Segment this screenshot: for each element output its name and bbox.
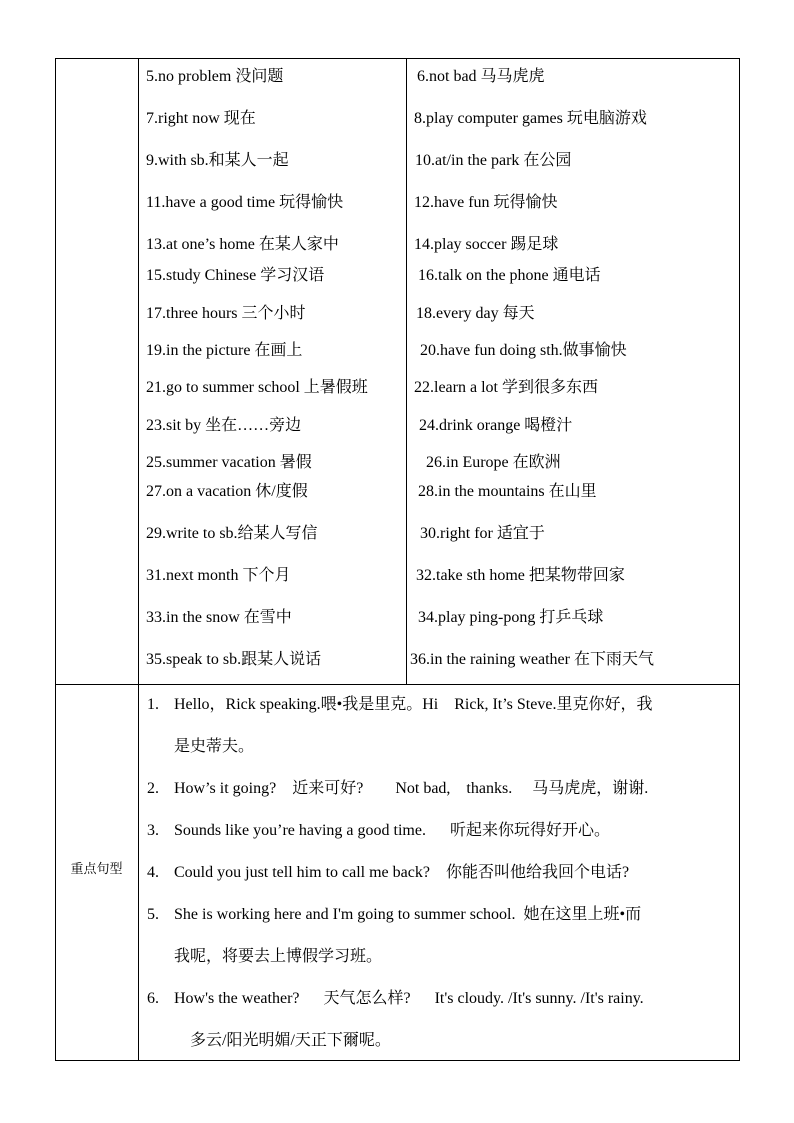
vocab-phrase-right: 36.in the raining weather 在下雨天气 [410,651,654,668]
vocab-phrase-left: 15.study Chinese 学习汉语 [146,267,325,284]
sentence-text: 多云/阳光明媚/天正下爾呢。 [174,1032,391,1049]
vocab-phrase-right: 8.play computer games 玩电脑游戏 [414,110,647,127]
sentence-text: 是史蒂夫。 [174,738,255,755]
vocab-phrase-left: 13.at one’s home 在某人家中 [146,236,339,253]
vocab-phrase-right: 26.in Europe 在欧洲 [426,454,561,471]
sentence-text: 我呢，将要去上博假学习班。 [174,948,383,965]
vocab-phrase-left: 33.in the snow 在雪中 [146,609,292,626]
section-label: 重点句型 [70,862,123,877]
vocab-phrase-right: 32.take sth home 把某物带回家 [416,567,625,584]
vocab-phrase-left: 7.right now 现在 [146,110,256,127]
vocab-phrase-right: 18.every day 每天 [416,305,535,322]
sentence-number: 1. [147,696,159,713]
vocab-phrase-right: 34.play ping-pong 打乒乓球 [418,609,604,626]
vocab-phrase-right: 16.talk on the phone 通电话 [418,267,601,284]
sentence-number: 6. [147,990,159,1007]
vocab-phrase-left: 9.with sb.和某人一起 [146,152,289,169]
sentence-text: Could you just tell him to call me back? 你能否叫他给我回个电话? [174,864,630,881]
vocab-phrase-left: 21.go to summer school 上暑假班 [146,379,368,396]
sentence-text: How’s it going? 近来可好? Not bad, thanks. 马马虎虎，谢谢. [174,780,649,797]
table-border-bottom [55,1060,740,1061]
sentence-number: 5. [147,906,159,923]
vocab-phrase-left: 5.no problem 没问题 [146,68,284,85]
sentence-number: 3. [147,822,159,839]
vocab-phrase-left: 31.next month 下个月 [146,567,291,584]
vocab-phrase-right: 10.at/in the park 在公园 [415,152,572,169]
table-border-top [55,58,740,59]
vocab-column-divider [406,58,407,684]
sentence-number: 2. [147,780,159,797]
table-border-left [55,58,56,1061]
vocab-phrase-right: 28.in the mountains 在山里 [418,483,597,500]
vocab-phrase-right: 12.have fun 玩得愉快 [414,194,558,211]
vocab-phrase-right: 14.play soccer 踢足球 [414,236,559,253]
sentence-text: Hello，Rick speaking.喂•我是里克。Hi Rick, It’s Steve.里克你好，我 [174,696,653,713]
vocab-phrase-left: 35.speak to sb.跟某人说话 [146,651,322,668]
vocab-phrase-left: 27.on a vacation 休/度假 [146,483,308,500]
sentence-text: Sounds like you’re having a good time. 听起来你玩得好开心。 [174,822,610,839]
vocab-phrase-right: 30.right for 适宜于 [420,525,545,542]
vocabulary-table [55,58,740,1061]
vocab-phrase-right: 24.drink orange 喝橙汁 [419,417,573,434]
vocab-phrase-right: 20.have fun doing sth.做事愉快 [420,342,627,359]
section-divider [55,684,740,685]
table-border-right [739,58,740,1061]
label-column-divider [138,58,139,1061]
vocab-phrase-right: 6.not bad 马马虎虎 [417,68,545,85]
sentence-text: She is working here and I'm going to summer school. 她在这里上班•而 [174,906,642,923]
vocab-phrase-left: 19.in the picture 在画上 [146,342,303,359]
vocab-phrase-right: 22.learn a lot 学到很多东西 [414,379,598,396]
sentence-number: 4. [147,864,159,881]
vocab-phrase-left: 11.have a good time 玩得愉快 [146,194,344,211]
vocab-phrase-left: 25.summer vacation 暑假 [146,454,312,471]
sentence-text: How's the weather? 天气怎么样? It's cloudy. /It's sunny. /It's rainy. [174,990,644,1007]
vocab-phrase-left: 29.write to sb.给某人写信 [146,525,318,542]
vocab-phrase-left: 17.three hours 三个小时 [146,305,306,322]
vocab-phrase-left: 23.sit by 坐在……旁边 [146,417,302,434]
